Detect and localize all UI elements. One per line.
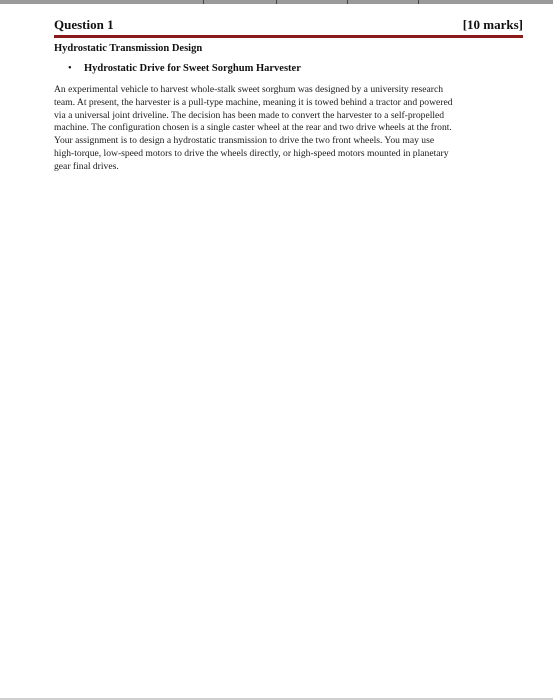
top-page-edge: [0, 0, 553, 4]
page-edge-mark: [347, 0, 348, 4]
question-title: Question 1: [54, 17, 114, 32]
body-paragraph: [54, 84, 528, 174]
paragraph-line: An experimental vehicle to harvest whole-stalk sweet sorghum was designed by a university research: [54, 84, 444, 95]
paragraph-line: Your assignment is to design a hydrostatic transmission to drive the two front wheels. You may use: [54, 135, 435, 147]
page-edge-mark: [203, 0, 204, 4]
page-edge-mark: [418, 0, 419, 4]
paragraph-line: team. At present, the harvester is a pull-type machine, meaning it is towed behind a tractor and powered: [54, 96, 453, 108]
page-edge-mark: [276, 0, 277, 4]
bullet-item-text: Hydrostatic Drive for Sweet Sorghum Harvester: [84, 63, 301, 74]
question-marks: [10 marks]: [462, 17, 523, 32]
bullet-icon: •: [68, 63, 72, 74]
paragraph-line: high-torque, low-speed motors to drive the wheels directly, or high-speed motors mounted in planetary: [54, 147, 449, 159]
paragraph-line: via a universal joint driveline. The decision has been made to convert the harvester to a self-propelled: [54, 109, 445, 121]
section-title: Hydrostatic Transmission Design: [54, 43, 203, 54]
paragraph-line: machine. The configuration chosen is a single caster wheel at the rear and two drive wheels at the front.: [54, 122, 452, 134]
header-divider: [54, 35, 523, 38]
bullet-item: [68, 62, 301, 76]
question-header: [54, 17, 523, 33]
paragraph-line: gear final drives.: [54, 160, 119, 172]
